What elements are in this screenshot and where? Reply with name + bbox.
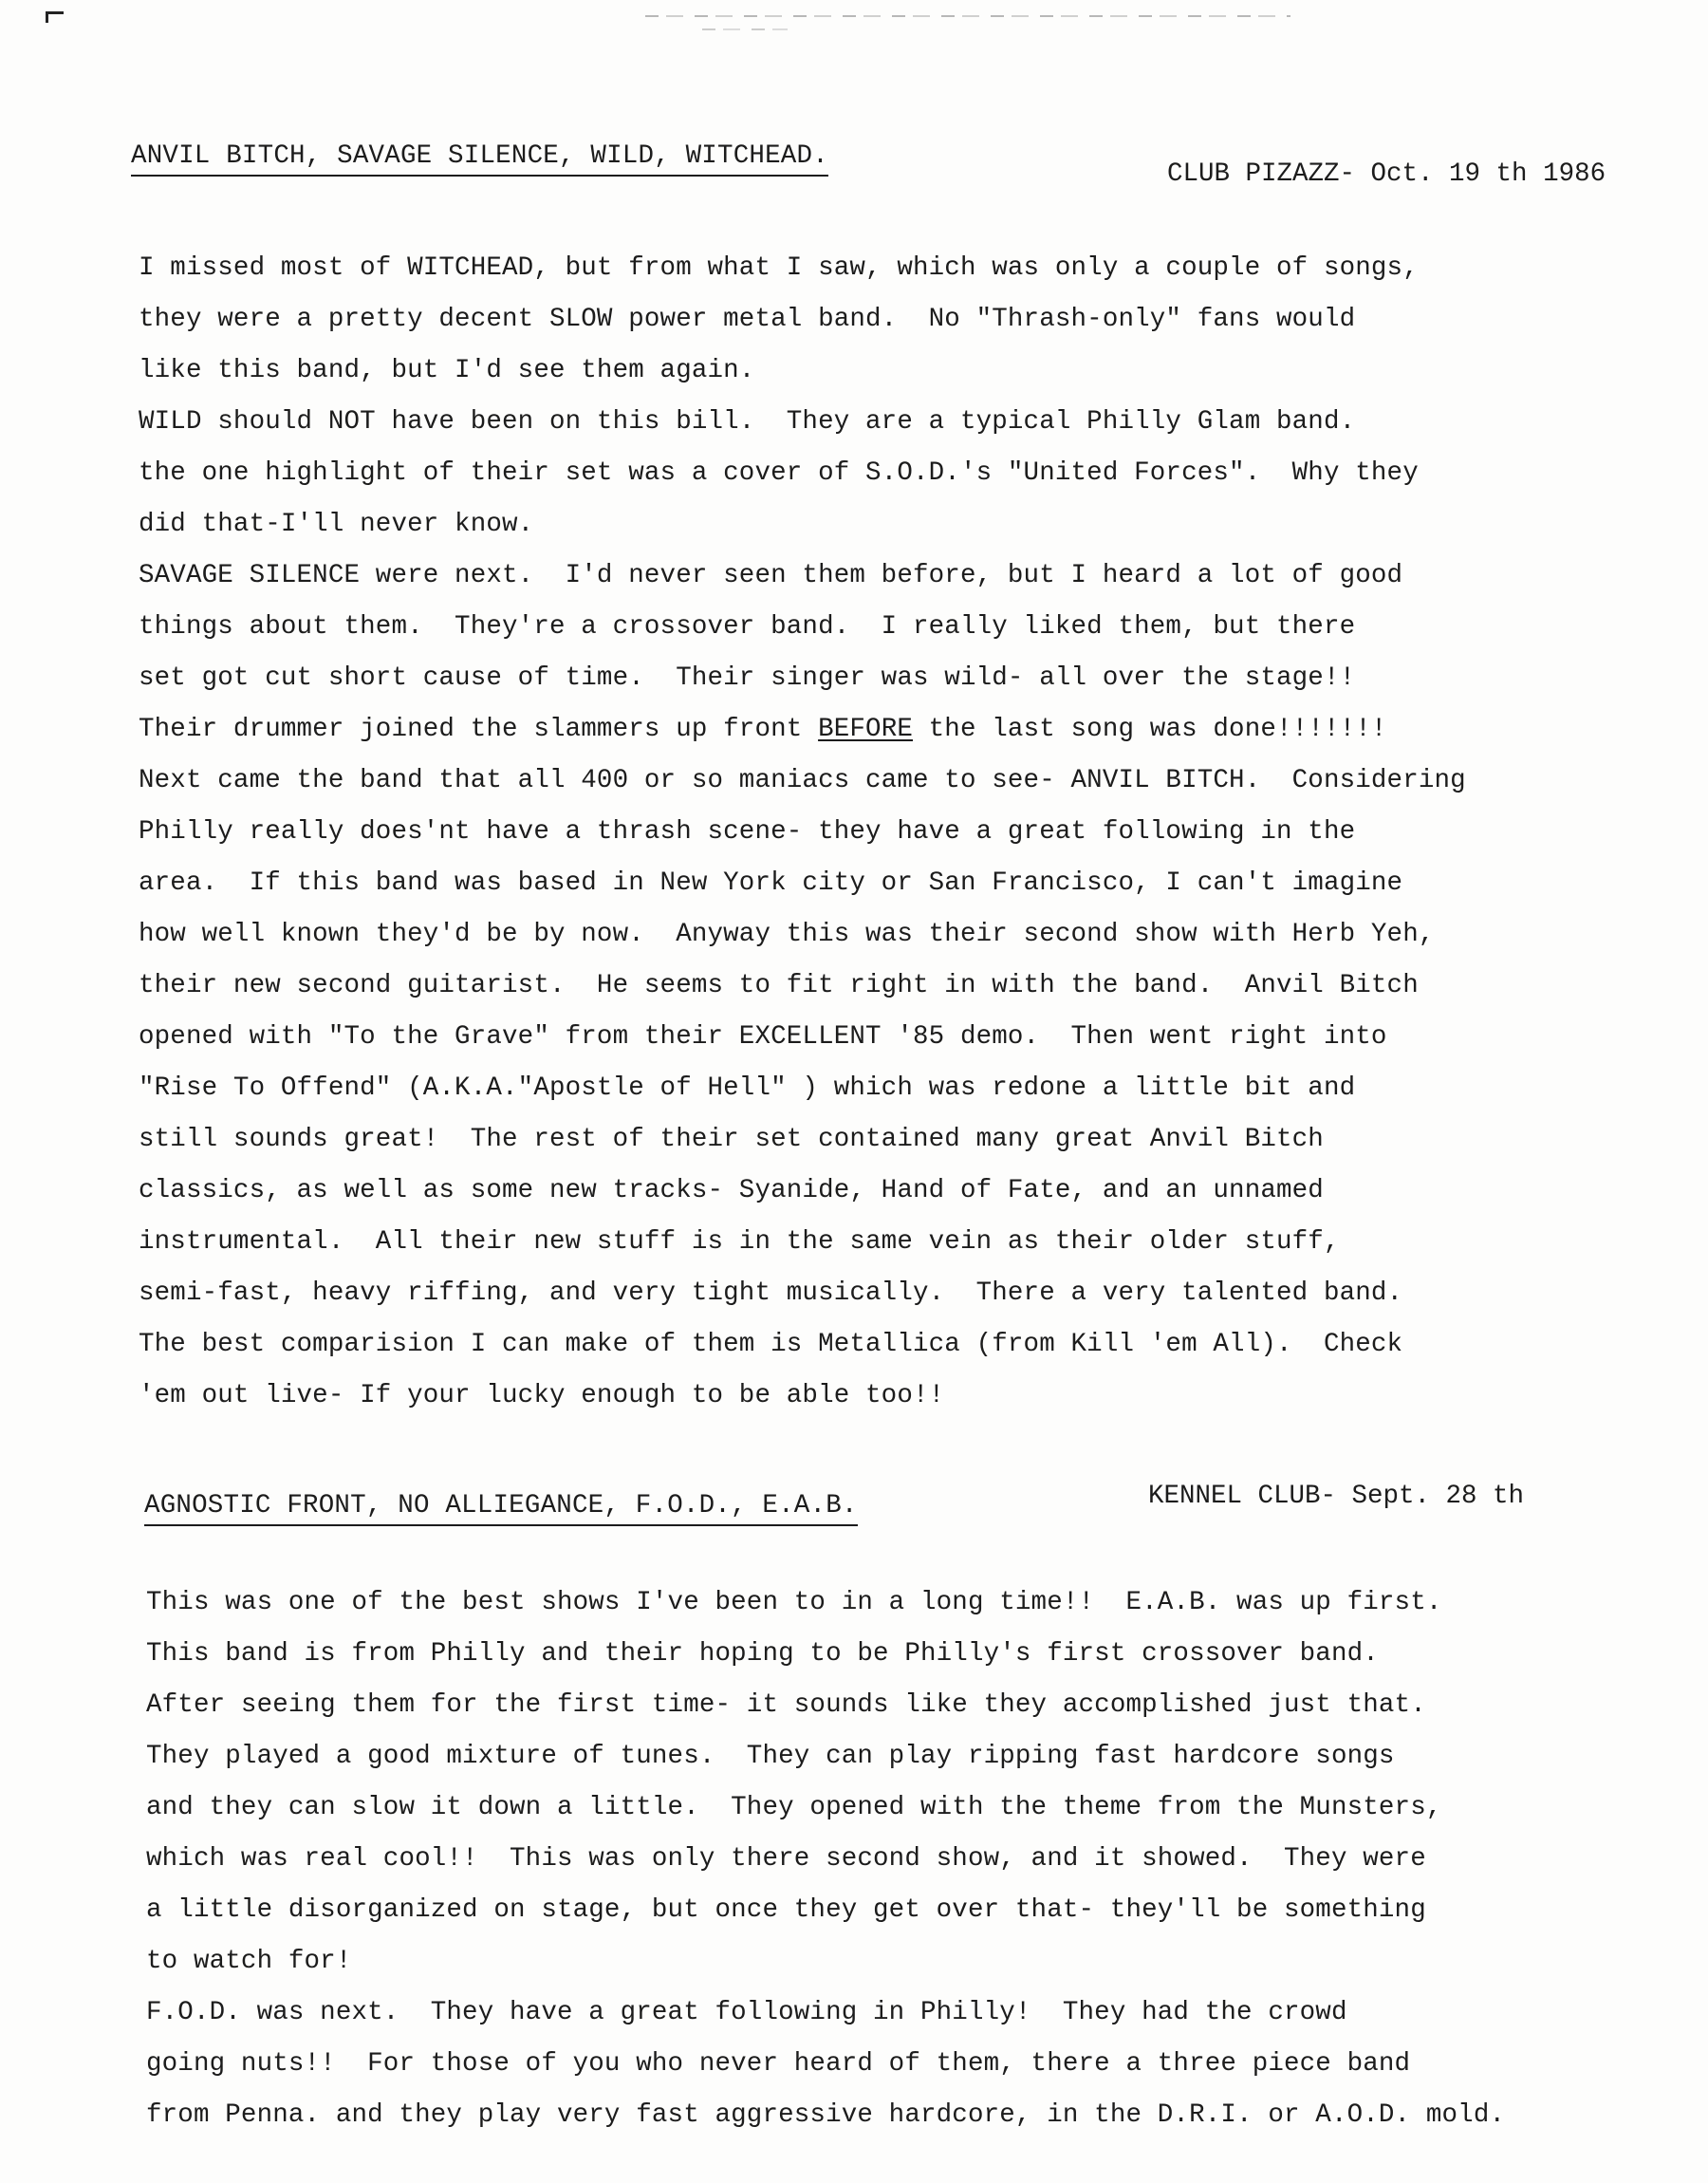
review-1-line: Next came the band that all 400 or so maniacs came to see- ANVIL BITCH. Considering	[139, 766, 1466, 795]
scan-streak	[702, 28, 788, 30]
scan-streak	[645, 15, 1290, 17]
review-2-line: going nuts!! For those of you who never heard of them, there a three piece band	[146, 2049, 1411, 2079]
corner-mark	[46, 11, 64, 23]
review-1-line	[139, 714, 1387, 746]
review-2-line: and they can slow it down a little. They opened with the theme from the Munsters,	[146, 1793, 1442, 1822]
review-1-venue: CLUB PIZAZZ- Oct. 19 th 1986	[1167, 159, 1606, 189]
review-1-line: I missed most of WITCHEAD, but from what I saw, which was only a couple of songs,	[139, 253, 1419, 283]
review-1-line: set got cut short cause of time. Their singer was wild- all over the stage!!	[139, 663, 1356, 693]
review-1-line-text: Their drummer joined the slammers up front	[139, 715, 819, 744]
review-1-line: still sounds great! The rest of their set contained many great Anvil Bitch	[139, 1125, 1324, 1154]
review-2-line: After seeing them for the first time- it sounds like they accomplished just that.	[146, 1690, 1426, 1720]
review-1-line: like this band, but I'd see them again.	[139, 356, 755, 385]
review-2-line: They played a good mixture of tunes. They can play ripping fast hardcore songs	[146, 1742, 1395, 1771]
review-1-line: WILD should NOT have been on this bill. They are a typical Philly Glam band.	[139, 407, 1356, 437]
review-1-heading	[131, 140, 828, 177]
review-1-line: Philly really does'nt have a thrash scene- they have a great following in the	[139, 817, 1356, 847]
review-1-line: "Rise To Offend" (A.K.A."Apostle of Hell" ) which was redone a little bit and	[139, 1073, 1356, 1103]
review-1-line: SAVAGE SILENCE were next. I'd never seen them before, but I heard a lot of good	[139, 561, 1403, 590]
review-1-line: area. If this band was based in New York city or San Francisco, I can't imagine	[139, 868, 1403, 898]
review-2-line: This was one of the best shows I've been to in a long time!! E.A.B. was up first.	[146, 1588, 1442, 1617]
emphasis-underlined: BEFORE	[818, 715, 913, 744]
review-1-line: classics, as well as some new tracks- Syanide, Hand of Fate, and an unnamed	[139, 1176, 1324, 1205]
review-2-heading	[144, 1490, 858, 1526]
review-2-title: AGNOSTIC FRONT, NO ALLIEGANCE, F.O.D., E.A.B.	[144, 1490, 858, 1526]
review-2-line: This band is from Philly and their hoping to be Philly's first crossover band.	[146, 1639, 1379, 1669]
review-2-line: F.O.D. was next. They have a great following in Philly! They had the crowd	[146, 1998, 1347, 2027]
review-2-line: to watch for!	[146, 1947, 352, 1976]
review-2-venue: KENNEL CLUB- Sept. 28 th	[1148, 1482, 1525, 1511]
review-1-line: The best comparision I can make of them is Metallica (from Kill 'em All). Check	[139, 1330, 1403, 1359]
review-1-line: 'em out live- If your lucky enough to be able too!!	[139, 1381, 945, 1410]
review-1-line: instrumental. All their new stuff is in the same vein as their older stuff,	[139, 1227, 1340, 1257]
review-1-line: how well known they'd be by now. Anyway this was their second show with Herb Yeh,	[139, 920, 1435, 949]
review-1-line: things about them. They're a crossover band. I really liked them, but there	[139, 612, 1356, 642]
review-2-line: which was real cool!! This was only there second show, and it showed. They were	[146, 1844, 1426, 1874]
review-1-line: opened with "To the Grave" from their EXCELLENT '85 demo. Then went right into	[139, 1022, 1387, 1052]
review-1-line: they were a pretty decent SLOW power metal band. No "Thrash-only" fans would	[139, 305, 1356, 334]
review-1-line: semi-fast, heavy riffing, and very tight musically. There a very talented band.	[139, 1278, 1403, 1308]
review-2-line: from Penna. and they play very fast aggressive hardcore, in the D.R.I. or A.O.D. mold.	[146, 2100, 1506, 2130]
review-2-line: a little disorganized on stage, but once they get over that- they'll be something	[146, 1895, 1426, 1925]
review-1-line: their new second guitarist. He seems to fit right in with the band. Anvil Bitch	[139, 971, 1419, 1000]
review-1-title: ANVIL BITCH, SAVAGE SILENCE, WILD, WITCHEAD.	[131, 140, 828, 177]
review-1-line: the one highlight of their set was a cover of S.O.D.'s "United Forces". Why they	[139, 458, 1419, 488]
review-1-line: did that-I'll never know.	[139, 510, 534, 539]
review-1-line-tail: the last song was done!!!!!!!	[913, 715, 1387, 744]
